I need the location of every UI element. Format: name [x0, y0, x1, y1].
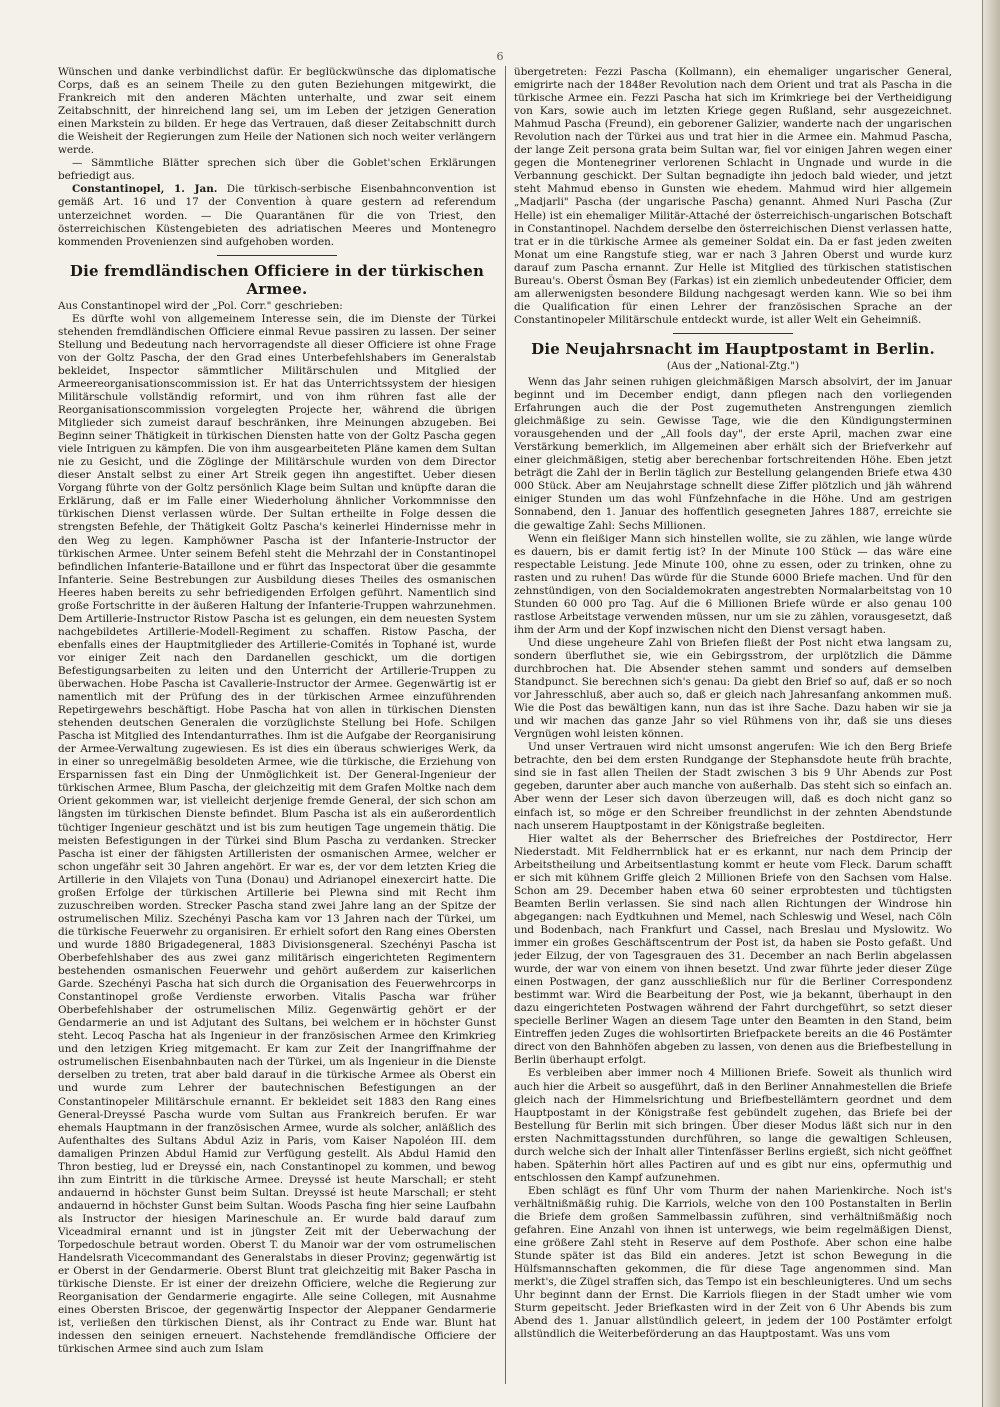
article-paragraph: Wenn ein fleißiger Mann sich hinstellen wollte, sie zu zählen, wie lange würde es dauern, bis er damit fertig ist? In der Minute 100 Stück — das wäre eine respectable Leistung. Jede Minute 100, ohne zu essen, oder zu trinken, ohne zu rasten und zu ruhen! Das würde für die Stunde 6000 Briefe machen. Und für den zehnstündigen, von den Socialdemokraten angestrebten Normalarbeitstag von 10 Stunden 60 000 pro Tag. Auf die 6 Millionen Briefe würde er also genau 100 rastlose Arbeitstage verwenden müssen, nur um sie zu zählen, vorausgesetzt, daß ihm der Arm und der Kopf inzwischen nicht den Dienst versagt haben. — [514, 532, 952, 636]
dispatch-text: Die türkisch-serbische Eisenbahnconvention ist gemäß Art. 16 und 17 der Convention à quare gestern ad referendum unterzeichnet worden. — Die Quarantänen für die von Triest, den österreichischen Küstengebieten des adriatischen Meeres und Montenegro kommenden Provenienzen sind aufgehoben worden. — [58, 183, 496, 248]
article-paragraph: Und unser Vertrauen wird nicht umsonst angerufen: Wie ich den Berg Briefe betrachte, den bei dem ersten Rundgange der Stephansdote heute früh brachte, sind sie in fast allen Theilen der Stadt zwischen 3 bis 9 Uhr Abends zur Post gegeben, darunter aber auch manche von außerhalb. Das steht sich so einfach an. Aber wenn der Leser sich davon überzeugen will, daß es doch nicht ganz so einfach ist, so möge er den Schreiber freundlichst in der zehnten Abendstunde nach unserem Hauptpostamt in der Königstraße begleiten. — [514, 741, 952, 832]
article-paragraph: Hier waltet als der Beherrscher des Briefreiches der Postdirector, Herr Niederstadt. Mit Feldherrnblick hat er es erkannt, nur nach dem Princip der Arbeitstheilung und Arbeitsentlastung kommt er heute vom Fleck. Darum schafft er sich mit kühnem Griffe gleich 2 Millionen Briefe von den Sachsen vom Halse. Schon am 29. December haben etwa 60 seiner erprobtesten und tüchtigsten Beamten Berlin verlassen. Sie sind nach allen Richtungen der Windrose hin abgegangen: nach Eydtkuhnen und Memel, nach Schleswig und Wesel, nach Cöln und Bodenbach, nach Frankfurt und Cassel, nach Breslau und Myslowitz. Wo immer ein großes Geschäftscentrum der Post ist, da haben sie Posto gefaßt. Und jeder Eilzug, der von Tagesgrauen des 31. December an nach Berlin abgelassen wurde, der war von einem von ihnen besetzt. Und zwar führte jeder dieser Züge einen Postwagen, der ganz ausschließlich nur für die Berliner Correspondenz bestimmt war. Wird die Bearbeitung der Post, wie ja bekannt, überhaupt in den dazu eingerichteten Postwagen während der Fahrt durchgeführt, so setzt dieser specielle Berliner Wagen an diesem Tage unter den Beamten in den Stand, beim Eintreffen jeden Zuges die wohlsortirten Briefpackete bereits an die 46 Postämter direct von den Bahnhöfen abgeben zu lassen, von denen aus die Briefbestellung in Berlin überhaupt erfolgt. — [514, 832, 952, 1067]
article-headline: Die fremdländischen Officiere in der türkischen Armee. — [69, 261, 485, 298]
left-column — [58, 66, 496, 1386]
page-number: 6 — [496, 50, 504, 63]
article-paragraph: Eben schlägt es fünf Uhr vom Thurm der nahen Marienkirche. Noch ist's verhältnißmäßig ruhig. Die Karriols, welche von den 100 Postanstalten in Berlin die Briefe dem großen Sammelbassin zuführen, sind verhältnißmäßig noch gefahren. Eine Anzahl von ihnen ist unterwegs, wie beim regelmäßigen Dienst, eine größere Zahl steht in Reserve auf dem Posthofe. Aber schon eine halbe Stunde später ist das Bild ein anderes. Jetzt ist schon Bewegung in die Hülfsmannschaften gekommen, die für diese Tage angenommen sind. Man merkt's, die Zügel straffen sich, das Tempo ist ein beschleunigteres. Und um sechs Uhr beginnt dann der Ernst. Die Karriols fliegen in der Stadt umher wie vom Sturm gepeitscht. Jeder Briefkasten wird in der Zeit von 6 Uhr Abends bis zum Abend des 1. Januar allstündlich geleert, in jedem der 100 Postämter erfolgt allstündlich die Weiterbeförderung an das Hauptpostamt. Was uns vom — [514, 1184, 952, 1341]
article-paragraph: Und diese ungeheure Zahl von Briefen fließt der Post nicht etwa langsam zu, sondern überfluthet sie, wie ein Gebirgsstrom, der urplötzlich die Dämme durchbrochen hat. Die Absender stehen sammt und sonders auf demselben Standpunct. Sie berechnen sich's genau: Da giebt den Brief so auf, daß er so noch vor Jahresschluß, aber auch so, daß er gleich nach Jahresanfang ankommen muß. Wie die Post das bewältigen kann, nun das ist ihre Sache. Dazu haben wir sie ja und wir machen das ganze Jahr so viel Rühmens von ihr, daß sie uns dieses Vergnügen wohl leisten können. — [514, 636, 952, 741]
dispatch-dateline: Constantinopel, 1. Jan. — [72, 183, 218, 196]
article-paragraph: Es dürfte wohl von allgemeinem Interesse sein, die im Dienste der Türkei stehenden fremdländischen Officiere einmal Revue passiren zu lassen. Der seiner Stellung und Bedeutung nach hervorragendste all dieser Officiere ist ohne Frage von der Goltz Pascha, der den Grad eines Unterbefehlshabers im Generalstab bekleidet, Inspector sämmtlicher Militärschulen und Mitglied der Armeereorganisationscommission ist. Er hat das Unterrichtssystem der hiesigen Militärschule vollständig reformirt, und von ihm rühren fast alle der Reorganisationscommission vorgelegten Projecte her, während die übrigen Mitglieder sich zumeist darauf beschränken, ihre Meinungen abzugeben. Bei Beginn seiner Thätigkeit in türkischen Diensten hatte von der Goltz Pascha gegen viele Intriguen zu kämpfen. Die von ihm ausgearbeiteten Pläne kamen dem Sultan nie zu Gesicht, und die Zöglinge der Militärschule wurden von dem Director dieser Anstalt selbst zu einer Art Streik gegen ihn angestiftet. Ueber diesen Vorgang führte von der Goltz persönlich Klage beim Sultan und knüpfte daran die Erklärung, daß er im Falle einer Wiederholung ähnlicher Vorkommnisse den türkischen Dienst verlassen würde. Der Sultan ertheilte in Folge dessen die strengsten Befehle, der Thätigkeit Goltz Pascha's keinerlei Hindernisse mehr in den Weg zu legen. Kamphöwner Pascha ist der Infanterie-Instructor der türkischen Armee. Unter seinem Befehl steht die Mehrzahl der in Constantinopel befindlichen Infanterie-Bataillone und er führt das Inspectorat über die gesammte Infanterie. Seine Bestrebungen zur Ausbildung dieses Theiles des osmanischen Heeres haben bereits zu sehr befriedigenden Erfolgen geführt. Namentlich sind große Fortschritte in der äußeren Haltung der Infanterie-Truppen wahrzunehmen. Dem Artillerie-Instructor Ristow Pascha ist es gelungen, ein dem neuesten System nachgebildetes Artillerie-Modell-Regiment zu schaffen. Ristow Pascha, der ebenfalls eines der Hauptmitglieder des Artillerie-Comités in Tophané ist, wurde vor einiger Zeit nach den Dardanellen geschickt, um die dortigen Befestigungsarbeiten zu leiten und den Unterricht der Artillerie-Truppen zu überwachen. Hobe Pascha ist Cavallerie-Instructor der Armee. Gegenwärtig ist er namentlich mit der Prüfung des in der türkischen Armee einzuführenden Repetirgewehrs beschäftigt. Hobe Pascha hat von allen in türkischen Diensten stehenden deutschen Generalen die vorzüglichste Stellung bei Hofe. Schilgen Pascha ist Mitglied des Intendanturrathes. Ihm ist die Aufgabe der Reorganisirung der Armee-Verwaltung zugewiesen. Es ist dies ein überaus schwieriges Werk, da in einer so unregelmäßig besoldeten Armee, wie die türkische, die Erziehung von Ersparnissen fast ein Ding der Unmöglichkeit ist. Der General-Ingenieur der türkischen Armee, Blum Pascha, der gleichzeitig mit dem Grafen Moltke nach dem Orient gekommen war, ist vielleicht derjenige fremde General, der sich schon am längsten im türkischen Dienste befindet. Blum Pascha ist als ein außerordentlich tüchtiger Ingenieur geschätzt und ist bis zum heutigen Tage ungemein thätig. Die meisten Befestigungen in der Türkei sind Blum Pascha zu verdanken. Strecker Pascha ist einer der fähigsten Artilleristen der osmanischen Armee, welcher er schon ungefähr seit 30 Jahren angehört. Er war es, der vor dem letzten Krieg die Artillerie in den Vilajets von Tuna (Donau) und Adrianopel einexercirt hatte. Die großen Erfolge der türkischen Artillerie bei Plewna sind mit Recht ihm zuzuschreiben worden. Strecker Pascha stand zwei Jahre lang an der Spitze der ostrumelischen Miliz. Szechényi Pascha kam vor 13 Jahren nach der Türkei, um die türkische Feuerwehr zu organisiren. Er erhielt sofort den Rang eines Obersten und wurde 1880 Brigadegeneral, 1883 Divisionsgeneral. Szechényi Pascha ist Oberbefehlshaber des aus zwei ganz militärisch eingerichteten Regimentern bestehenden osmanischen Feuerwehr und gehört außerdem zur kaiserlichen Garde. Szechényi Pascha hat sich durch die Organisation des Feuerwehrcorps in Constantinopel große Verdienste erworben. Vitalis Pascha war früher Oberbefehlshaber der ostrumelischen Miliz. Gegenwärtig gehört er der Gendarmerie an und ist Adjutant des Sultans, bei welchem er in höchster Gunst steht. Lecoq Pascha hat als Ingenieur in der französischen Armee den Krimkrieg und den letzigen Krieg mitgemacht. Er kam zur Zeit der Inangriffnahme der ostrumelischen Eisenbahnbauten nach der Türkei, um als Ingenieur in die Dienste derselben zu treten, trat aber bald darauf in die türkische Armee als Oberst ein und wurde zum Lehrer der bautechnischen Befestigungen an der Constantinopeler Militärschule ernannt. Er bekleidet seit 1883 den Rang eines General-Dreyssé Pascha wurde vom Sultan aus Frankreich berufen. Er war ehemals Hauptmann in der französischen Armee, wurde als solcher, anläßlich des Aufenthaltes des Sultans Abdul Aziz in Paris, vom Kaiser Napoléon III. dem damaligen Prinzen Abdul Hamid zur Verfügung gestellt. Als Abdul Hamid den Thron bestieg, lud er Dreyssé ein, nach Constantinopel zu kommen, und bewog ihn zum Eintritt in die türkische Armee. Dreyssé ist heute Marschall; er steht andauernd in höchster Gunst beim Sultan. Dreyssé ist heute Marschall; er steht andauernd in höchster Gunst beim Sultan. Woods Pascha fing hier seine Laufbahn als Instructor der hiesigen Marineschule an. Er wurde bald darauf zum Viceadmiral ernannt und ist in jüngster Zeit mit der Ueberwachung der Torpedoschule betraut worden. Oberst T. du Manoir war der vom ostrumelischen Handelsrath Vicecommandant des Generalstabs in dieser Provinz; gegenwärtig ist er Oberst in der Gendarmerie. Oberst Blunt trat gleichzeitig mit Baker Pascha in türkische Dienste. Er ist einer der dreizehn Officiere, welche die Regierung zur Reorganisation der Gendarmerie engagirte. Alle seine Collegen, mit Ausnahme eines Obersten Briscoe, der gegenwärtig Inspector der Aleppaner Gendarmerie ist, verließen den türkischen Dienst, als ihr Contract zu Ende war. Blunt hat indessen den seinigen erneuert. Nachstehende fremdländische Officiere der türkischen Armee sind auch zum Islam — [58, 312, 496, 1356]
article-paragraph: Wenn das Jahr seinen ruhigen gleichmäßigen Marsch absolvirt, der im Januar beginnt und im December endigt, dann pflegen nach den vorliegenden Erfahrungen auch die der Post zugemutheten Anstrengungen ziemlich gleichmäßige zu sein. Gewisse Tage, wie die den Kündigungsterminen vorausgehenden und der „All fools day", der erste April, machen zwar eine Verstärkung bemerklich, im Allgemeinen aber erhält sich der Briefverkehr auf einer gleichmäßigen, stetig aber berechenbar fortschreitenden Höhe. Eben jetzt beträgt die Zahl der in Berlin täglich zur Bestellung gelangenden Briefe etwa 430 000 Stück. Aber am Neujahrstage schnellt diese Ziffer plötzlich und jäh während einiger Stunden um das wohl Fünfzehnfache in die Höhe. Und am gestrigen Sonnabend, den 1. Januar des hoffentlich gesegneten Jahres 1887, erreichte sie die gewaltige Zahl: Sechs Millionen. — [514, 375, 952, 532]
intro-paragraph: Wünschen und danke verbindlichst dafür. Er beglückwünsche das diplomatische Corps, daß es an seinem Theile zu den guten Beziehungen mitgewirkt, die Frankreich mit den anderen Mächten unterhalte, und zwar seit einem Zeitabschnitt, der hinreichend lang sei, um im Leben der jetzigen Generation einen Markstein zu bilden. Er hege das Vertrauen, daß dieser Zeitabschnitt durch die Weisheit der Regierungen zum Heile der Nationen sich noch weiter verlängern werde. — [58, 66, 496, 157]
right-column — [514, 66, 952, 1386]
article-source: (Aus der „National-Ztg.") — [666, 359, 800, 372]
section-divider — [673, 333, 793, 334]
intro-paragraph: — Sämmtliche Blätter sprechen sich über die Goblet'schen Erklärungen befriedigt aus. — [58, 157, 496, 183]
continuation-paragraph: übergetreten: Fezzi Pascha (Kollmann), ein ehemaliger ungarischer General, emigrirte nach der 1848er Revolution nach dem Orient und trat als Pascha in die türkische Armee ein. Fezzi Pascha hat sich im Krimkriege bei der Vertheidigung von Kars, sowie auch im letzten Kriege gegen Rußland, sehr ausgezeichnet. Mahmud Pascha (Freund), ein geborener Galizier, wanderte nach der ungarischen Revolution nach der Türkei aus und trat hier in die Armee ein. Mahmud Pascha, der lange Zeit persona grata beim Sultan war, fiel vor einigen Jahren wegen einer gegen die Montenegriner verlorenen Schlacht in Ungnade und wurde in die Verbannung geschickt. Der Sultan begnadigte ihn jedoch bald wieder, und jetzt steht Mahmud ebenso in Gunsten wie ehedem. Mahmud wird hier allgemein „Madjarli" Pascha (der ungarische Pascha) genannt. Ahmed Nuri Pascha (Zur Helle) ist ein ehemaliger Militär-Attaché der österreichisch-ungarischen Botschaft in Constantinopel. Nachdem derselbe den österreichischen Dienst verlassen hatte, trat er in die türkische Armee als gemeiner Soldat ein. Da er fast jeden zweiten Monat um eine Rangstufe stieg, war er nach 3 Jahren Oberst und wurde kurz darauf zum Pascha ernannt. Zur Helle ist Mitglied des türkischen statistischen Bureau's. Oberst Ösman Bey (Farkas) ist ein ziemlich unbedeutender Officier, dem am allerwenigsten besondere Bildung nachgesagt werden kann. Wie so bei ihm die Qualification für einen Lehrer der französischen Sprache an der Constantinopeler Militärschule entdeckt wurde, ist aller Welt ein Geheimniß. — [514, 66, 952, 326]
section-divider — [217, 255, 337, 256]
article-headline: Die Neujahrsnacht im Hauptpostamt in Berlin. — [531, 339, 935, 358]
page-edge-shadow — [982, 0, 1000, 1407]
column-rule — [505, 66, 506, 1384]
article-paragraph: Es verbleiben aber immer noch 4 Millionen Briefe. Soweit als thunlich wird auch hier die Arbeit so ausgeführt, daß in den Berliner Annahmestellen die Briefe gleich nach der Himmelsrichtung und Briefbestellämtern geordnet und dem Hauptpostamt in der Königstraße fest gebündelt zugehen, das Briefe bei der Bestellung für Berlin mit sich bringen. Über dieser Modus läßt sich nur in den ersten Nachmittagsstunden durchführen, so lange die gewaltigen Schleusen, durch welche sich der Inhalt aller Tintenfässer Berlins ergießt, sich nicht geöffnet haben. Späterhin hört alles Pactiren auf und es gibt nur eins, opfermuthig und entschlossen den Kampf aufzunehmen. — [514, 1067, 952, 1184]
article-source: Aus Constantinopel wird der „Pol. Corr." geschrieben: — [58, 299, 343, 312]
constantinople-dispatch — [58, 183, 496, 248]
